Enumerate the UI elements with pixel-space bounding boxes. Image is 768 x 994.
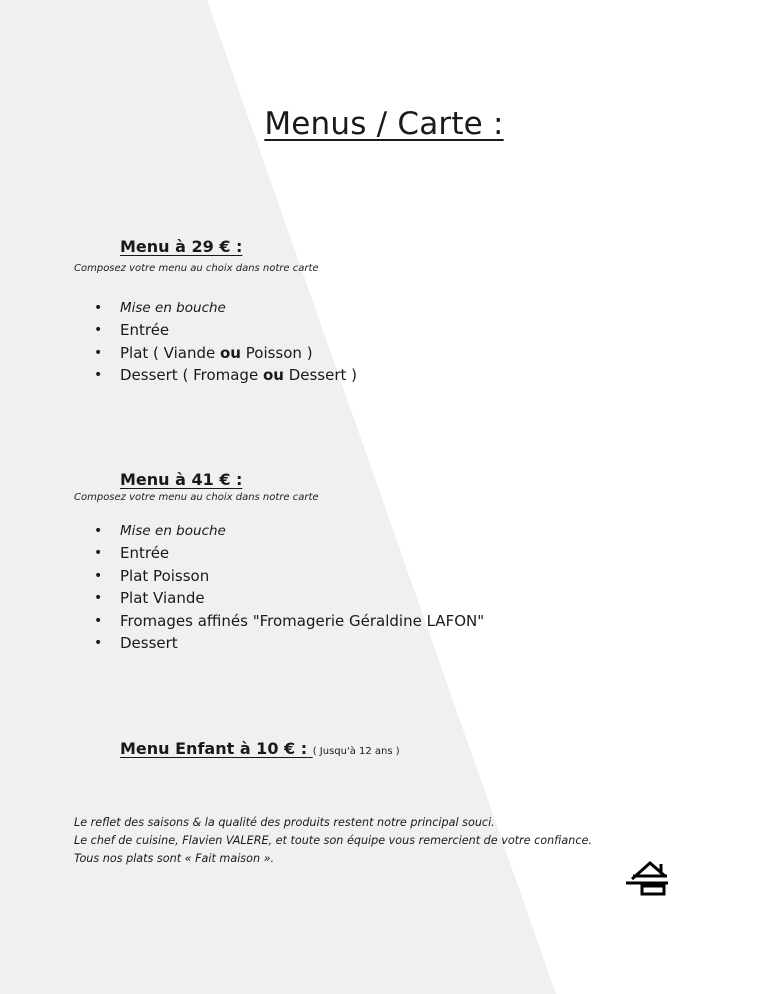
- menu-29-subtitle: Composez votre menu au choix dans notre carte: [74, 263, 319, 274]
- menu-enfant-age-note: ( Jusqu'à 12 ans ): [312, 746, 400, 757]
- list-item: • Dessert: [74, 632, 484, 654]
- menu-41-heading: Menu à 41 € :: [120, 470, 243, 489]
- closing-statement: [74, 814, 592, 868]
- menu-29-heading: Menu à 29 € :: [120, 237, 243, 256]
- or-keyword: ou: [262, 366, 284, 385]
- closing-line: Tous nos plats sont « Fait maison ».: [74, 852, 275, 865]
- list-item: • Plat Viande: [74, 587, 484, 609]
- list-item: • Plat Poisson: [74, 565, 484, 587]
- page-title: Menus / Carte :: [264, 106, 504, 142]
- menu-29-items: [74, 297, 357, 387]
- fait-maison-house-icon: [620, 852, 676, 908]
- closing-line: Le chef de cuisine, Flavien VALERE, et toute son équipe vous remercient de votre confiance.: [74, 834, 592, 847]
- menu-41-items: [74, 520, 484, 654]
- list-item: • Plat ( Viande ou Poisson ): [74, 342, 357, 364]
- menu-enfant-heading: [120, 739, 400, 758]
- list-item: • Mise en bouche: [74, 520, 484, 542]
- list-item: • Entrée: [74, 542, 484, 564]
- list-item: • Entrée: [74, 319, 357, 341]
- menu-41-subtitle: Composez votre menu au choix dans notre carte: [74, 492, 319, 503]
- closing-line: Le reflet des saisons & la qualité des produits restent notre principal souci.: [74, 816, 495, 829]
- list-item: • Mise en bouche: [74, 297, 357, 319]
- menu-enfant-title: Menu Enfant à 10 € :: [120, 739, 308, 758]
- list-item: • Fromages affinés "Fromagerie Géraldine LAFON": [74, 610, 484, 632]
- or-keyword: ou: [220, 343, 241, 362]
- list-item: • Dessert ( Fromage ou Dessert ): [74, 364, 357, 386]
